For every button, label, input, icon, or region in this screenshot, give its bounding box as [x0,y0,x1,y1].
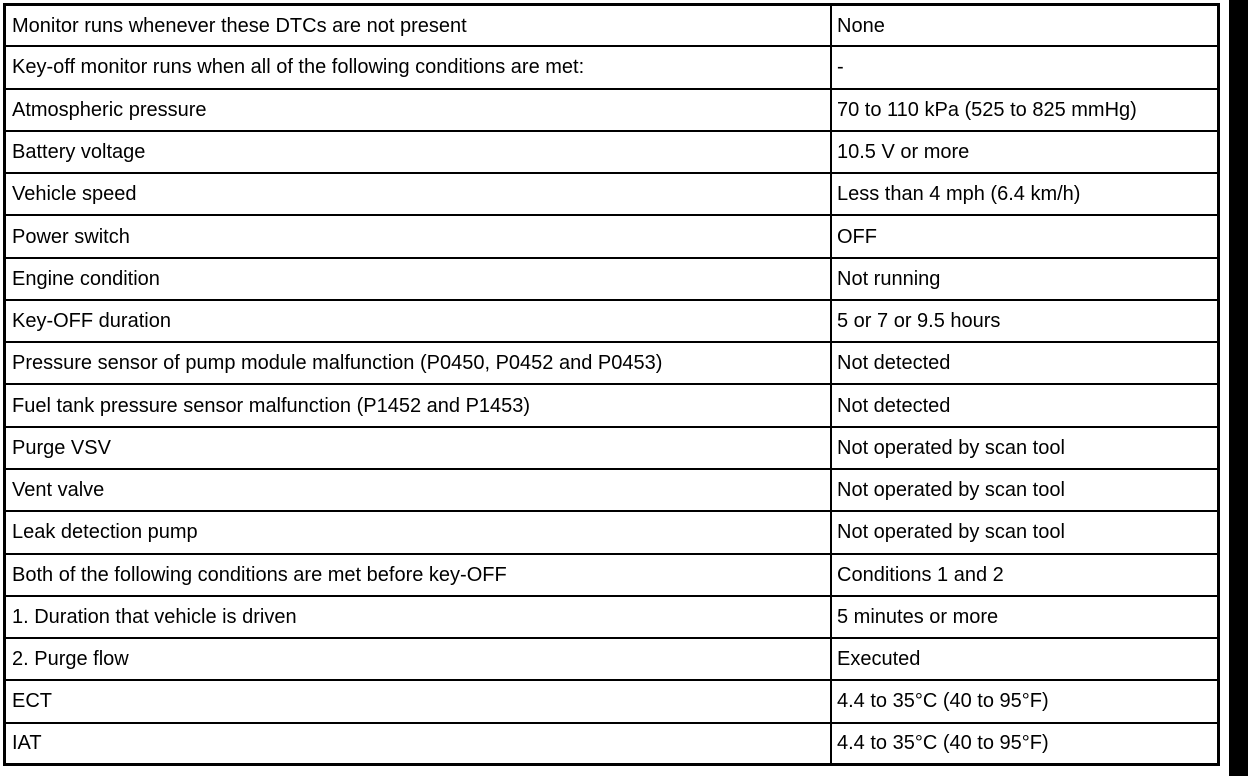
value-cell: Not operated by scan tool [831,427,1217,469]
condition-cell: Both of the following conditions are met before key-OFF [6,554,831,596]
value-cell: Not detected [831,384,1217,426]
condition-cell: Purge VSV [6,427,831,469]
table-row [6,554,1217,596]
value-cell: 4.4 to 35°C (40 to 95°F) [831,680,1217,722]
condition-cell: Pressure sensor of pump module malfunction (P0450, P0452 and P0453) [6,342,831,384]
value-cell: Less than 4 mph (6.4 km/h) [831,173,1217,215]
table-row [6,6,1217,46]
value-cell: Not operated by scan tool [831,469,1217,511]
table-row [6,215,1217,257]
table-row [6,258,1217,300]
condition-cell: IAT [6,723,831,763]
value-cell: Conditions 1 and 2 [831,554,1217,596]
table-row [6,596,1217,638]
value-cell: 4.4 to 35°C (40 to 95°F) [831,723,1217,763]
condition-cell: Key-OFF duration [6,300,831,342]
condition-cell: Fuel tank pressure sensor malfunction (P1452 and P1453) [6,384,831,426]
condition-cell: Key-off monitor runs when all of the following conditions are met: [6,46,831,88]
table-row [6,680,1217,722]
table-row [6,89,1217,131]
table-row [6,638,1217,680]
condition-cell: Vent valve [6,469,831,511]
value-cell: Not operated by scan tool [831,511,1217,553]
condition-cell: Power switch [6,215,831,257]
table-row [6,723,1217,763]
value-cell: Not running [831,258,1217,300]
value-cell: 5 minutes or more [831,596,1217,638]
table-row [6,469,1217,511]
table-row [6,384,1217,426]
condition-cell: Atmospheric pressure [6,89,831,131]
value-cell: 70 to 110 kPa (525 to 825 mmHg) [831,89,1217,131]
condition-cell: 1. Duration that vehicle is driven [6,596,831,638]
value-cell: Executed [831,638,1217,680]
condition-cell: Vehicle speed [6,173,831,215]
table-row [6,342,1217,384]
condition-cell: Monitor runs whenever these DTCs are not present [6,6,831,46]
value-cell: 10.5 V or more [831,131,1217,173]
table-row [6,511,1217,553]
condition-cell: Engine condition [6,258,831,300]
table-row [6,427,1217,469]
value-cell: OFF [831,215,1217,257]
table-row [6,46,1217,88]
conditions-table-grid [6,6,1217,763]
table-row [6,300,1217,342]
table-row [6,131,1217,173]
conditions-table [3,3,1220,766]
value-cell: 5 or 7 or 9.5 hours [831,300,1217,342]
condition-cell: Battery voltage [6,131,831,173]
right-edge-bar [1229,0,1248,776]
table-row [6,173,1217,215]
condition-cell: Leak detection pump [6,511,831,553]
condition-cell: ECT [6,680,831,722]
value-cell: Not detected [831,342,1217,384]
value-cell: - [831,46,1217,88]
condition-cell: 2. Purge flow [6,638,831,680]
value-cell: None [831,6,1217,46]
